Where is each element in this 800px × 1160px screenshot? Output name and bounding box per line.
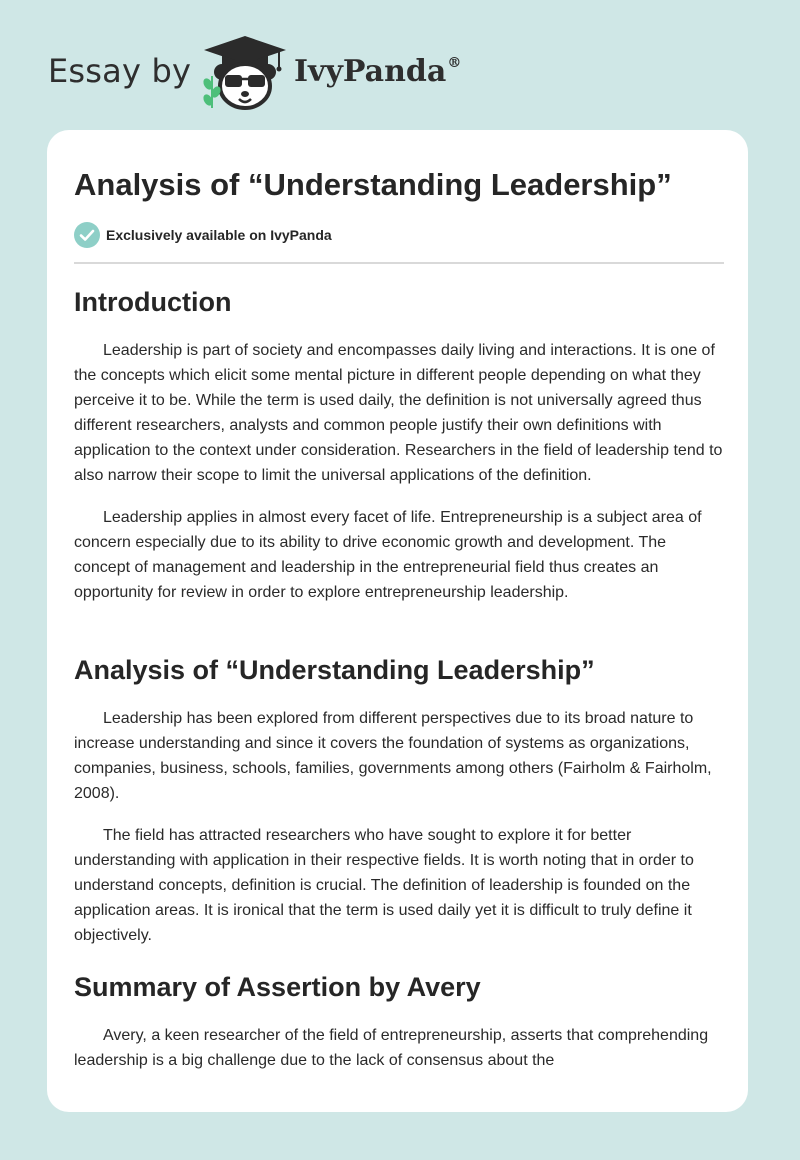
section-analysis [74, 653, 724, 948]
title-divider [74, 262, 724, 264]
section-heading: Summary of Assertion by Avery [74, 972, 481, 1002]
badge-text: Exclusively available on IvyPanda [106, 227, 332, 243]
brand-name: IvyPanda® [294, 54, 462, 89]
section-avery-summary [74, 970, 724, 1073]
brand-header [48, 34, 508, 114]
check-circle-icon [74, 222, 100, 248]
essay-card [47, 130, 748, 1112]
essay-content [74, 130, 724, 1069]
paragraph: Leadership has been explored from different perspectives due to its broad nature to increase understanding and since it covers the foundation of systems as organizations, companies, business, schools, families, governments among others (Fairholm & Fairholm, 2008). [74, 710, 712, 802]
paragraph: Avery, a keen researcher of the field of entrepreneurship, asserts that comprehending leadership is a big challenge due to the lack of consensus about the [74, 1027, 709, 1069]
section-introduction [74, 285, 724, 605]
section-heading: Analysis of “Understanding Leadership” [74, 655, 595, 685]
paragraph: Leadership is part of society and encompasses daily living and interactions. It is one of the concepts which elicit some mental picture in different people depending on what they perceive it to be. While the term is used daily, the definition is not universally agreed thus different researchers, analysts and common people justify their own definitions with application to the context under consideration. Researchers in the field of leadership tend to also narrow their scope to limit the universal applications of the definition. [74, 342, 723, 484]
exclusive-badge [74, 222, 724, 248]
section-heading: Introduction [74, 287, 232, 317]
paragraph: Leadership applies in almost every facet of life. Entrepreneurship is a subject area of concern especially due to its ability to drive economic growth and development. The concept of management and leadership in the entrepreneurial field thus creates an opportunity for review in order to explore entrepreneurship leadership. [74, 509, 702, 601]
page-title: Analysis of “Understanding Leadership” [74, 167, 672, 202]
paragraph: The field has attracted researchers who have sought to explore it for better understanding with application in their respective fields. It is worth noting that in order to understand concepts, definition is crucial. The definition of leadership is founded on the application areas. It is ironical that the term is used daily yet it is difficult to truly define it objectively. [74, 827, 694, 944]
brand-prefix: Essay by [48, 52, 192, 90]
panda-graduate-logo-icon [200, 34, 290, 114]
